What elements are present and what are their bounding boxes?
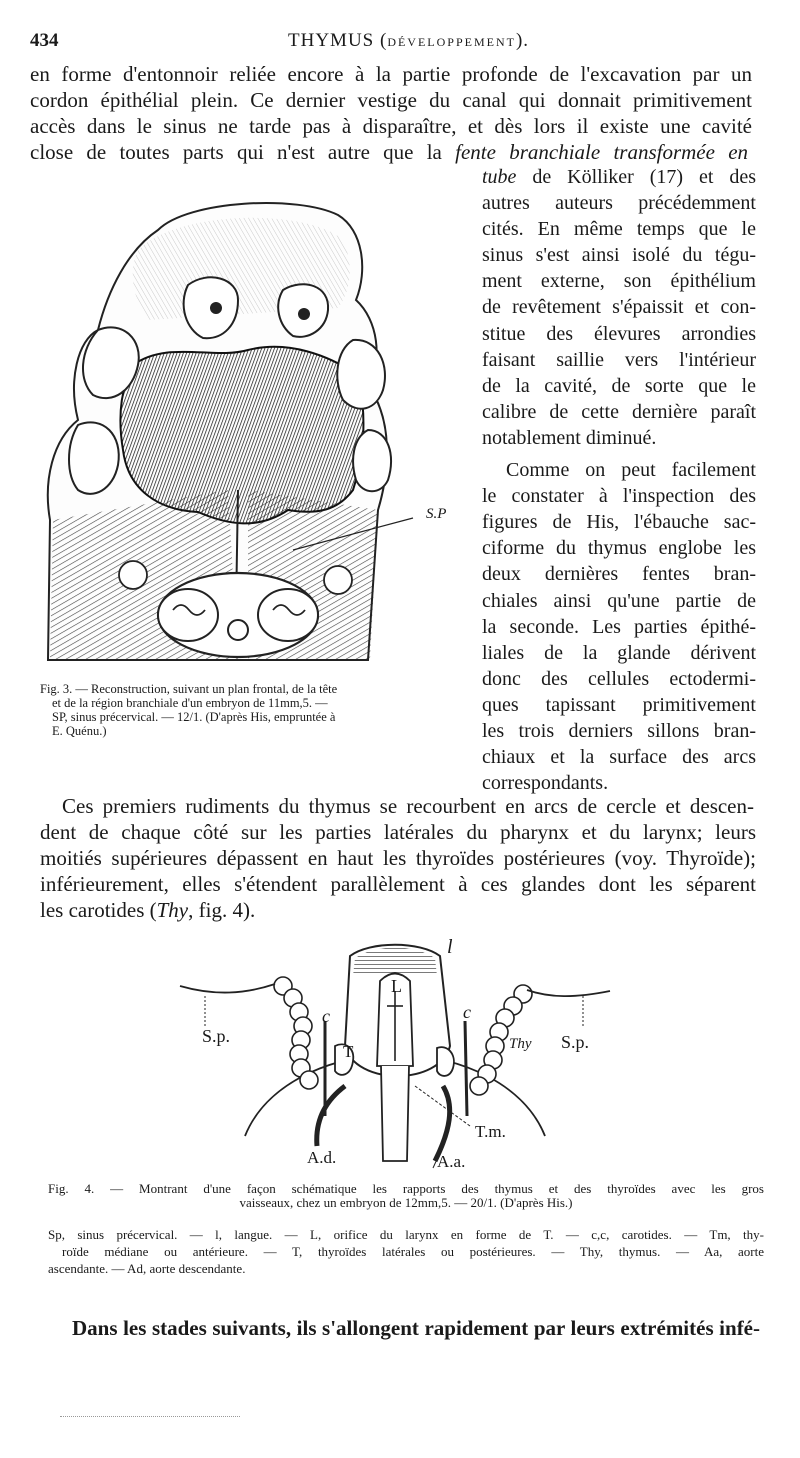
col-line: ment externe, son épithélium (482, 270, 756, 293)
col-line: Comme on peut facilement (506, 459, 756, 482)
right-column-text (482, 164, 756, 796)
fig4-label-T: T (343, 1042, 354, 1061)
col-line: ciforme du thymus englobe les (482, 537, 756, 560)
thymus-vessels-drawing (175, 936, 615, 1176)
col-line: faisant saillie vers l'intérieur (482, 348, 756, 371)
col-line: la seconde. Les parties épithé- (482, 615, 756, 638)
body-line: accès dans le sinus ne tarde pas à disparaître, et dès lors il existe une cavité (30, 114, 752, 138)
col-line: donc des cellules ectodermi- (482, 667, 756, 690)
col-line: figures de His, l'ébauche sac- (482, 511, 756, 534)
col-line: correspondants. (482, 772, 609, 795)
fig4-label-c-right: c (463, 1002, 471, 1022)
body-line: inférieurement, elles s'étendent parallèlement à ces glandes dont les séparent (40, 872, 756, 896)
body-line: moitiés supérieures dépassent en haut les thyroïdes postérieures (voy. Thyroïde); (40, 846, 756, 870)
figure-4-caption (48, 1182, 764, 1210)
figure-4-illustration (175, 936, 615, 1176)
col-line: sinus s'est ainsi isolé du tégu- (482, 244, 756, 267)
caption-line: E. Quénu.) (52, 724, 107, 738)
caption-line: et de la région branchiale d'un embryon de 11mm,5. — (52, 696, 328, 710)
fig4-label-c-left: c (322, 1006, 330, 1026)
body-line: dent de chaque côté sur les parties latérales du pharynx et du larynx; leurs (40, 820, 756, 844)
body-line: les carotides (Thy, fig. 4). (40, 898, 256, 922)
col-line: le constater à l'inspection des (482, 485, 756, 508)
figure-4-legend (48, 1226, 764, 1277)
fig3-label-sp: S.P (426, 506, 447, 522)
body-line: close de toutes parts qui n'est autre que la fente branchiale transformée en (30, 140, 749, 164)
page-header (30, 28, 770, 56)
col-line: cités. En même temps que le (482, 218, 756, 241)
embryo-head-drawing (38, 190, 478, 670)
caption-line: Fig. 3. — Reconstruction, suivant un plan frontal, de la tête (40, 682, 338, 696)
caption-line: vaisseaux, chez un embryon de 12mm,5. — 20/1. (D'après His.) (239, 1195, 573, 1210)
col-line: autres auteurs précédemment (482, 192, 756, 215)
legend-line: roïde médiane ou antérieure. — T, thyroïdes latérales ou postérieures. — Thy, thymus. — Aa, aorte (62, 1244, 764, 1259)
fig4-label-tm: T.m. (475, 1122, 506, 1141)
col-line: tube de Kölliker (17) et des (482, 166, 756, 188)
fig4-label-sp-right: S.p. (561, 1032, 590, 1052)
col-line: de revêtement s'épaissit et con- (482, 296, 756, 319)
fig4-label-aa: A.a. (437, 1152, 466, 1171)
col-line: notablement diminué. (482, 426, 657, 449)
running-title: THYMUS (DÉVELOPPEMENT). (288, 30, 530, 51)
figure-3-caption (40, 682, 468, 738)
body-line: cordon épithélial plein. Ce dernier vestige du canal qui donnait primitivement (30, 88, 752, 112)
col-line: stitue des élevures arrondies (482, 322, 756, 345)
body-line: en forme d'entonnoir reliée encore à la partie profonde de l'excavation par un (30, 62, 752, 86)
col-line: ques tapissant primitivement (482, 693, 756, 716)
body-line-final: Dans les stades suivants, ils s'allongent rapidement par leurs extrémités infé- (72, 1316, 760, 1340)
footer-rule (60, 1416, 240, 1421)
fig4-label-L: L (391, 976, 402, 996)
page-number: 434 (30, 30, 59, 51)
col-line: les trois derniers sillons bran- (482, 719, 756, 742)
col-line: liales de la glande dérivent (482, 641, 756, 664)
caption-line: Fig. 4. — Montrant d'une façon schématique les rapports des thymus et des thyroïdes avec les gros (48, 1181, 764, 1196)
figure-3-illustration (38, 190, 478, 670)
col-line: chiaux et la surface des arcs (482, 746, 756, 769)
legend-line: Sp, sinus précervical. — l, langue. — L, orifice du larynx en forme de T. — c,c, carotides. — Tm, thy- (48, 1227, 764, 1242)
col-line: calibre de cette dernière paraît (482, 400, 756, 423)
col-line: de la cavité, de sorte que le (482, 374, 756, 397)
col-line: deux dernières fentes bran- (482, 563, 756, 586)
fig4-label-thy: Thy (509, 1036, 532, 1052)
col-line: chiales ainsi qu'une partie de (482, 589, 756, 612)
body-line: Ces premiers rudiments du thymus se recourbent en arcs de cercle et descen- (62, 794, 754, 818)
fig4-label-l: l (447, 936, 453, 958)
fig4-label-ad: A.d. (307, 1148, 337, 1167)
fig4-label-sp-left: S.p. (202, 1026, 231, 1046)
caption-line: SP, sinus précervical. — 12/1. (D'après His, empruntée à (52, 710, 336, 724)
legend-line: ascendante. — Ad, aorte descendante. (48, 1261, 246, 1276)
